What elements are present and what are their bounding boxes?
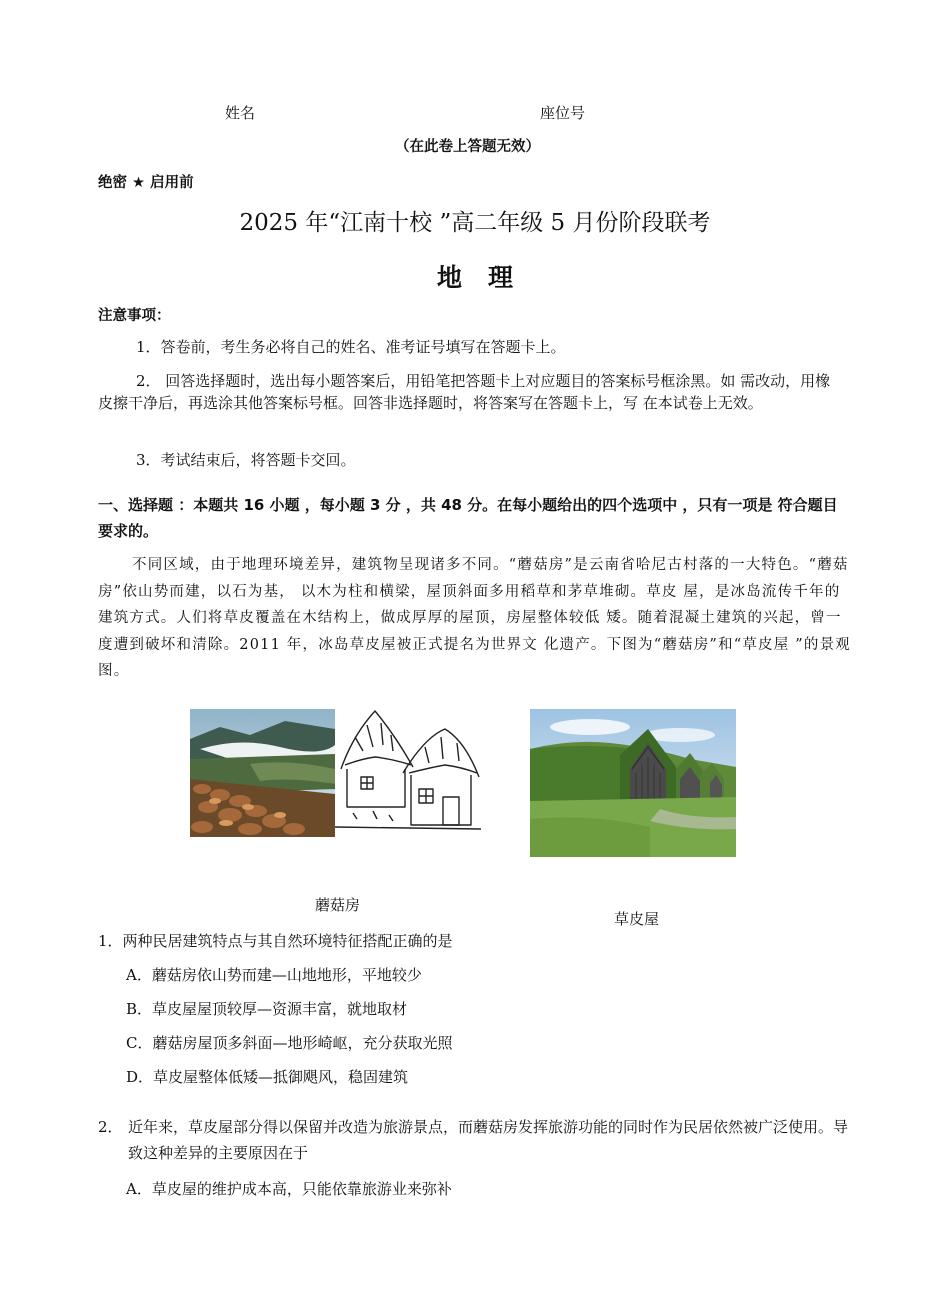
- confidential-label: 绝密 ★ 启用前: [98, 175, 194, 191]
- exam-title: 2025 年“江南十校 ”高二年级 5 月份阶段联考: [239, 210, 711, 236]
- seat-number-label: 座位号: [540, 104, 586, 122]
- note-item: 2． 回答选择题时，选出每小题答案后，用铅笔把答题卡上对应题目的答案标号框涂黑。如 需改动，用橡皮擦干净后，再选涂其他答案标号框。回答非选择题时，将答案写在答题卡上，写 在本试卷上无效。: [98, 372, 831, 412]
- answer-option: C．蘑菇房屋顶多斜面—地形崎岖，充分获取光照: [126, 1034, 453, 1052]
- question-stem: 近年来，草皮屋部分得以保留并改造为旅游景点，而蘑菇房发挥旅游功能的同时作为民居依然被广泛使用。导致这种差异的主要原因在于: [128, 1118, 849, 1162]
- answer-option: B．草皮屋屋顶较厚—资源丰富，就地取材: [126, 1000, 408, 1018]
- note-item: 3．考试结束后，将答题卡交回。: [136, 451, 356, 469]
- section-heading: 一、选择题 ：本题共 16 小题 ，每小题 3 分 ，共 48 分。在每小题给出的四个选项中 ，只有一项是 符合题目要求的。: [98, 496, 838, 540]
- mushroom-house-sketch: [333, 707, 483, 835]
- name-field-label: 姓名: [225, 104, 256, 122]
- notes-heading: 注意事项：: [98, 308, 171, 324]
- question-number: 2．: [98, 1118, 123, 1136]
- mushroom-house-photo: [190, 709, 335, 837]
- reading-passage: 不同区域，由于地理环境差异，建筑物呈现诸多不同。“蘑菇房”是云南省哈尼古村落的一大特色。“蘑菇房”依山势而建，以石为基， 以木为柱和横梁，屋顶斜面多用稻草和茅草堆砌。草皮 屋，是冰岛流传千年的建筑方式。人们将草皮覆盖在木结构上，做成厚厚的屋顶，房屋整体较低 矮。随着混凝土建筑的兴起，曾一度遭到破坏和清除。2011 年，冰岛草皮屋被正式提名为世界文 化遗产。下图为“蘑菇房”和“草皮屋 ”的景观图。: [98, 557, 851, 679]
- question-stem: 1．两种民居建筑特点与其自然环境特征搭配正确的是: [98, 932, 453, 950]
- subject-title: 地理: [436, 263, 539, 292]
- turf-house-caption: 草皮屋: [614, 910, 660, 928]
- mushroom-house-caption: 蘑菇房: [315, 896, 361, 914]
- question-block: [98, 1114, 853, 1166]
- answer-option: A．蘑菇房依山势而建—山地地形，平地较少: [126, 966, 422, 984]
- note-item: 1．答卷前，考生务必将自己的姓名、准考证号填写在答题卡上。: [136, 338, 566, 356]
- answer-option: D．草皮屋整体低矮—抵御飓风，稳固建筑: [126, 1068, 409, 1086]
- turf-house-photo: [530, 709, 736, 857]
- invalid-answer-note: （在此卷上答题无效）: [395, 139, 540, 155]
- answer-option: A．草皮屋的维护成本高，只能依靠旅游业来弥补: [126, 1180, 452, 1198]
